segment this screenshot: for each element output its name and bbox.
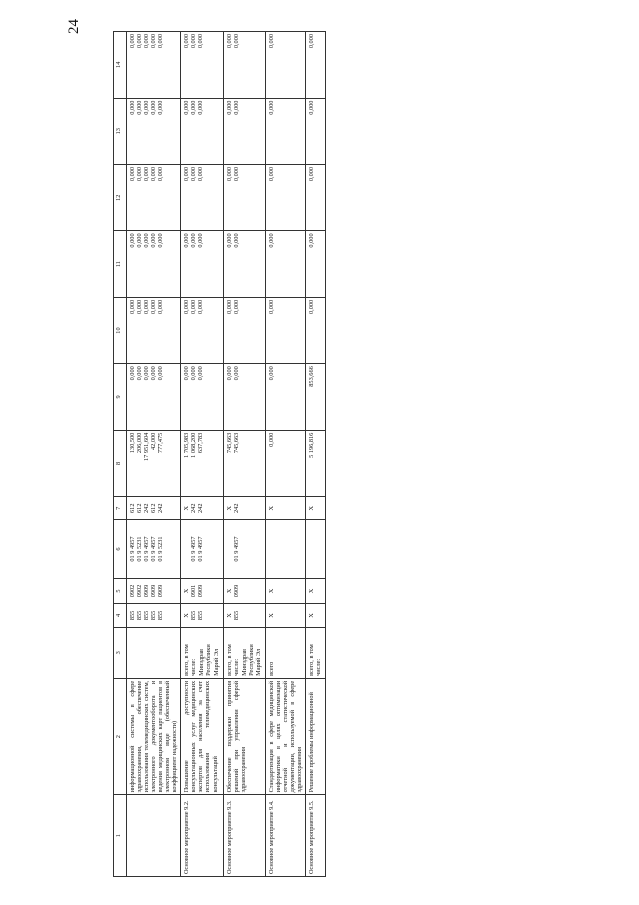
expense-type-cell: [265, 497, 305, 520]
target-article-cell: [181, 520, 223, 578]
value-col11-cell: [306, 231, 326, 297]
cell-line: 0,000: [136, 366, 144, 381]
grbs-cell: [265, 604, 305, 627]
cell-line: [268, 522, 275, 575]
cell-line: 855: [143, 610, 151, 621]
col-header-8: 8: [114, 430, 127, 496]
cell-line: 0,000: [197, 366, 205, 381]
cell-line: 0,000: [197, 166, 205, 182]
cell-line: 0,000: [197, 233, 205, 248]
section-cell: [223, 578, 265, 604]
cell-line: 855: [150, 610, 158, 621]
description-cell: информационной системы в сфере здравоохранения, обеспечение использования телемедицинских систем, электронного документооборота и ведения медицинских карт пациентов в электронном виде (обеспеченный коэффициент надежности): [127, 678, 181, 795]
cell-line: 0,000: [267, 299, 275, 314]
value-col14-cell: [127, 32, 181, 99]
col-header-13: 13: [114, 98, 127, 164]
cell-line: 0,000: [190, 299, 198, 314]
value-col8-cell: [306, 430, 326, 496]
col-header-2: 2: [114, 678, 127, 795]
cell-line: 130,500: [129, 432, 136, 454]
cell-line: 0909: [157, 584, 165, 598]
description-cell: Обеспечение поддержки принятия решений при управлении сферой здравоохранения: [223, 678, 265, 795]
cell-line: 242: [232, 503, 240, 513]
cell-line: 0,000: [143, 299, 151, 314]
cell-line: 01 9 5231: [136, 536, 144, 562]
cell-line: 0,000: [225, 366, 233, 381]
cell-line: 777,475: [157, 432, 165, 454]
cell-line: 01 9 4957: [197, 536, 205, 562]
col-header-4: 4: [114, 604, 127, 627]
cell-line: X: [267, 588, 275, 594]
cell-line: 0,000: [143, 34, 151, 49]
description-cell: Повышение доступности консультационных услуг медицинских экспертов для населения за счет использования телемедицинских консультаций: [181, 678, 223, 795]
cell-line: 0,000: [308, 233, 316, 248]
cell-line: 855: [129, 610, 136, 621]
measure-cell: Основное мероприятие 9.3.: [223, 795, 265, 877]
cell-line: 745,663: [232, 432, 240, 454]
cell-line: 0,000: [190, 233, 198, 248]
responsible-line: всего, в том числе:: [183, 644, 198, 676]
cell-line: 0,000: [232, 166, 240, 182]
cell-line: 17 951,604: [143, 432, 151, 462]
value-col9-cell: [223, 364, 265, 430]
col-header-5: 5: [114, 578, 127, 604]
cell-line: 0,000: [190, 100, 198, 115]
cell-line: 0,000: [225, 166, 233, 182]
cell-line: 853,666: [308, 366, 316, 387]
cell-line: X: [183, 505, 191, 511]
cell-line: 0,000: [308, 299, 316, 314]
cell-line: 0,000: [183, 34, 191, 49]
col-header-3: 3: [114, 627, 127, 678]
responsible-line: всего, в том числе:: [308, 644, 323, 676]
value-col10-cell: [223, 297, 265, 363]
value-col9-cell: [127, 364, 181, 430]
value-col12-cell: [265, 164, 305, 230]
responsible-cell: [265, 627, 305, 678]
cell-line: X: [308, 588, 316, 594]
table-row: [223, 32, 265, 877]
value-col11-cell: [265, 231, 305, 297]
cell-line: 0,000: [150, 233, 158, 248]
responsible-line: Минздрав Республики Марий Эл: [240, 644, 262, 676]
value-col10-cell: [181, 297, 223, 363]
cell-line: 0,000: [157, 366, 165, 381]
cell-line: 01 9 5231: [157, 536, 165, 562]
measure-cell: Основное мероприятие 9.2.: [181, 795, 223, 877]
value-col10-cell: [265, 297, 305, 363]
column-number-row: [114, 32, 127, 877]
value-col13-cell: [306, 98, 326, 164]
value-col9-cell: [306, 364, 326, 430]
cell-line: 0,000: [136, 100, 144, 115]
cell-line: 0901: [190, 584, 198, 598]
value-col11-cell: [223, 231, 265, 297]
cell-line: X: [308, 505, 316, 511]
cell-line: 0,000: [190, 366, 198, 381]
cell-line: 242: [143, 503, 151, 513]
value-col12-cell: [223, 164, 265, 230]
table-body: [127, 32, 326, 877]
value-col12-cell: [306, 164, 326, 230]
responsible-cell: [181, 627, 223, 678]
cell-line: 0,000: [129, 34, 136, 49]
cell-line: 0,000: [150, 100, 158, 115]
section-cell: [306, 578, 326, 604]
grbs-cell: [181, 604, 223, 627]
cell-line: 01 9 4957: [190, 536, 198, 562]
cell-line: 0,000: [232, 34, 240, 49]
target-article-cell: [265, 520, 305, 578]
cell-line: 0,000: [157, 299, 165, 314]
cell-line: 242: [157, 503, 165, 513]
value-col13-cell: [265, 98, 305, 164]
cell-line: 0909: [232, 584, 240, 598]
cell-line: 0,000: [308, 166, 316, 182]
table-row: [127, 32, 181, 877]
cell-line: 0,000: [267, 100, 275, 115]
cell-line: 0,000: [190, 34, 198, 49]
cell-line: 206,000: [136, 432, 144, 454]
target-article-cell: [306, 520, 326, 578]
table-row: [181, 32, 223, 877]
cell-line: 855: [190, 610, 198, 621]
cell-line: 612: [136, 503, 144, 513]
grbs-cell: [223, 604, 265, 627]
target-article-cell: [223, 520, 265, 578]
cell-line: 0,000: [225, 34, 233, 49]
col-header-7: 7: [114, 497, 127, 520]
cell-line: 0,000: [143, 233, 151, 248]
col-header-12: 12: [114, 164, 127, 230]
cell-line: 0,000: [129, 100, 136, 115]
cell-line: 0909: [143, 584, 151, 598]
cell-line: 01 9 4957: [129, 536, 136, 562]
cell-line: X: [225, 505, 233, 511]
value-col8-cell: [223, 430, 265, 496]
col-header-9: 9: [114, 364, 127, 430]
col-header-11: 11: [114, 231, 127, 297]
cell-line: 1 705,983: [183, 432, 191, 458]
cell-line: 0,000: [136, 166, 144, 182]
cell-line: 0,000: [129, 299, 136, 314]
cell-line: 0,000: [136, 299, 144, 314]
cell-line: [308, 522, 315, 575]
cell-line: 0,000: [267, 432, 275, 447]
cell-line: 0909: [197, 584, 205, 598]
cell-line: 0,000: [183, 366, 191, 381]
cell-line: 01 9 4957: [143, 536, 151, 562]
col-header-10: 10: [114, 297, 127, 363]
cell-line: 0,000: [183, 166, 191, 182]
cell-line: 0,000: [157, 233, 165, 248]
cell-line: 855: [157, 610, 165, 621]
responsible-cell: [306, 627, 326, 678]
cell-line: 855: [136, 610, 144, 621]
cell-line: 0,000: [232, 299, 240, 314]
cell-line: 5 196,816: [308, 432, 316, 458]
cell-line: 0,000: [129, 233, 136, 248]
value-col9-cell: [181, 364, 223, 430]
cell-line: 0,000: [232, 233, 240, 248]
cell-line: 0,000: [225, 100, 233, 115]
cell-line: 01 9 4957: [150, 536, 158, 562]
cell-line: 0,000: [190, 166, 198, 182]
responsible-line: всего: [267, 661, 275, 676]
cell-line: 0,000: [136, 233, 144, 248]
cell-line: X: [183, 588, 191, 594]
value-col13-cell: [223, 98, 265, 164]
cell-line: 0,000: [267, 366, 275, 381]
measure-cell: [127, 795, 181, 877]
cell-line: 0,000: [143, 166, 151, 182]
cell-line: [226, 522, 233, 575]
cell-line: 0,000: [308, 34, 316, 49]
value-col8-cell: [181, 430, 223, 496]
value-col14-cell: [265, 32, 305, 99]
value-col13-cell: [127, 98, 181, 164]
cell-line: 0,000: [267, 233, 275, 248]
cell-line: 0,000: [143, 366, 151, 381]
cell-line: X: [225, 613, 233, 618]
value-col8-cell: [127, 430, 181, 496]
cell-line: X: [225, 588, 233, 594]
section-cell: [127, 578, 181, 604]
measure-cell: Основное мероприятие 9.5.: [306, 795, 326, 877]
value-col8-cell: [265, 430, 305, 496]
description-cell: Решение проблемы информационной: [306, 678, 326, 795]
cell-line: 612: [150, 503, 158, 513]
cell-line: 0,000: [157, 100, 165, 115]
expense-type-cell: [181, 497, 223, 520]
cell-line: 0,000: [225, 233, 233, 248]
value-col14-cell: [223, 32, 265, 99]
cell-line: 0,000: [267, 166, 275, 182]
cell-line: 0,000: [225, 299, 233, 314]
cell-line: 0,000: [232, 100, 240, 115]
cell-line: 0,000: [150, 299, 158, 314]
cell-line: 1 068,200: [190, 432, 198, 458]
grbs-cell: [306, 604, 326, 627]
expense-type-cell: [306, 497, 326, 520]
measure-cell: Основное мероприятие 9.4.: [265, 795, 305, 877]
cell-line: 0,000: [183, 100, 191, 115]
expense-type-cell: [127, 497, 181, 520]
value-col12-cell: [181, 164, 223, 230]
value-col10-cell: [127, 297, 181, 363]
expense-type-cell: [223, 497, 265, 520]
col-header-6: 6: [114, 520, 127, 578]
cell-line: 0,000: [183, 233, 191, 248]
cell-line: 612: [129, 503, 136, 513]
cell-line: [183, 522, 190, 575]
value-col9-cell: [265, 364, 305, 430]
cell-line: 01 9 4957: [232, 536, 240, 562]
value-col11-cell: [127, 231, 181, 297]
budget-table: [113, 31, 326, 877]
cell-line: X: [267, 613, 275, 618]
cell-line: 0,000: [183, 299, 191, 314]
cell-line: 0,000: [136, 34, 144, 49]
cell-line: 855: [197, 610, 205, 621]
cell-line: X: [267, 505, 275, 511]
cell-line: 0,000: [157, 166, 165, 182]
cell-line: X: [183, 613, 191, 618]
cell-line: 0902: [129, 584, 136, 598]
cell-line: 0,000: [143, 100, 151, 115]
grbs-cell: [127, 604, 181, 627]
cell-line: 0,000: [157, 34, 165, 49]
responsible-line: всего, в том числе:: [225, 644, 240, 676]
responsible-line: Минздрав Республики Марий Эл: [198, 644, 220, 676]
cell-line: 242: [197, 503, 205, 513]
description-cell: Стандартизация в сфере медицинской информатики в целях оптимизации отчетной и статистической документации, используемой в сфере здравоохранения: [265, 678, 305, 795]
responsible-cell: [127, 627, 181, 678]
cell-line: 42,000: [150, 432, 158, 450]
cell-line: 0,000: [197, 299, 205, 314]
table-rotated-container: [113, 31, 579, 877]
table-row: [306, 32, 326, 877]
cell-line: 0,000: [150, 366, 158, 381]
value-col11-cell: [181, 231, 223, 297]
cell-line: 0,000: [150, 34, 158, 49]
cell-line: 0902: [136, 584, 144, 598]
table-row: [265, 32, 305, 877]
cell-line: 0,000: [129, 366, 136, 381]
cell-line: 0,000: [197, 100, 205, 115]
col-header-14: 14: [114, 32, 127, 99]
cell-line: 0,000: [197, 34, 205, 49]
value-col10-cell: [306, 297, 326, 363]
cell-line: 855: [232, 610, 240, 621]
cell-line: 0,000: [129, 166, 136, 182]
section-cell: [181, 578, 223, 604]
value-col14-cell: [306, 32, 326, 99]
target-article-cell: [127, 520, 181, 578]
col-header-1: 1: [114, 795, 127, 877]
cell-line: X: [308, 613, 316, 618]
responsible-cell: [223, 627, 265, 678]
value-col12-cell: [127, 164, 181, 230]
cell-line: 0,000: [232, 366, 240, 381]
cell-line: 0,000: [308, 100, 316, 115]
cell-line: 0,000: [150, 166, 158, 182]
cell-line: 0,000: [267, 34, 275, 49]
value-col14-cell: [181, 32, 223, 99]
cell-line: 0909: [150, 584, 158, 598]
page-number: 24: [66, 19, 82, 34]
cell-line: 637,783: [197, 432, 205, 454]
value-col13-cell: [181, 98, 223, 164]
cell-line: 745,663: [225, 432, 233, 454]
section-cell: [265, 578, 305, 604]
cell-line: 242: [190, 503, 198, 513]
